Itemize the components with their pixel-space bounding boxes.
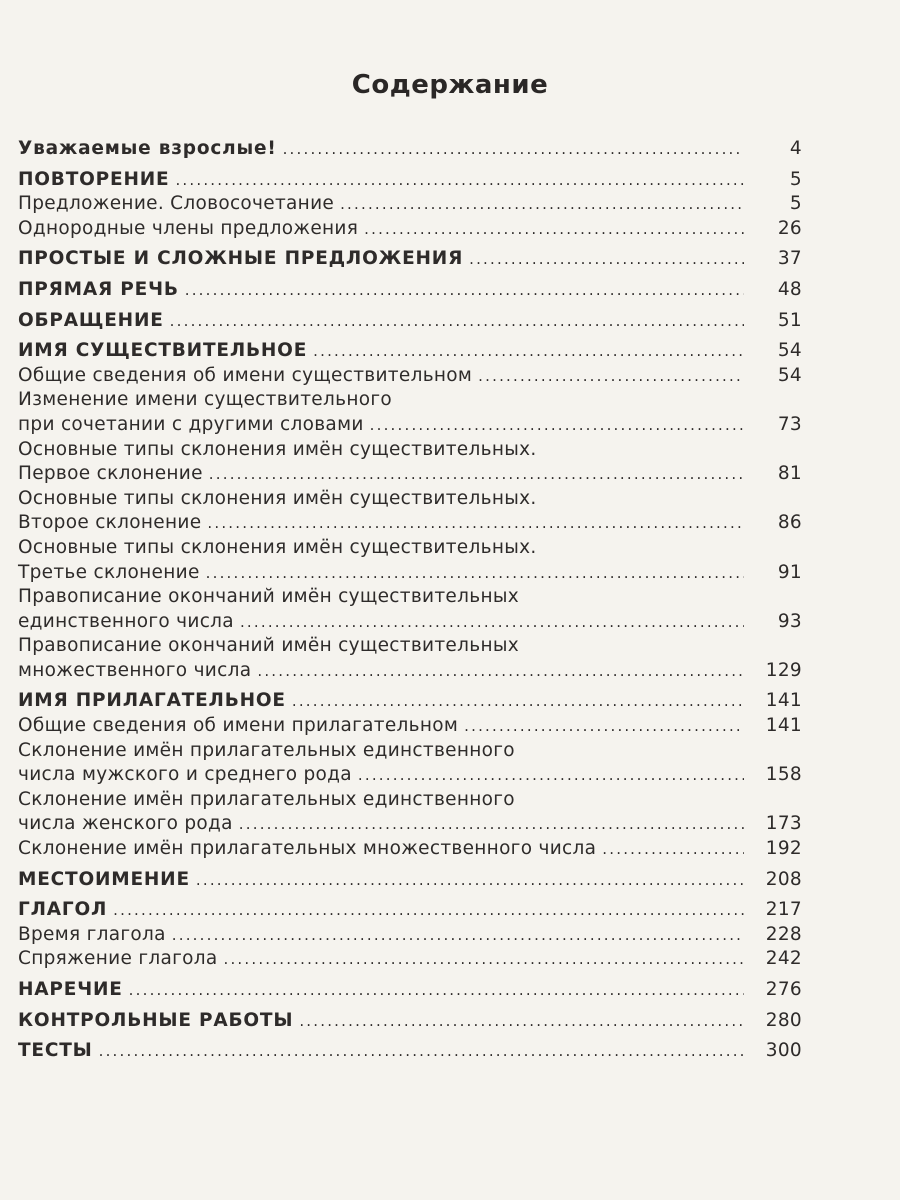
toc-page-number: 280: [765, 1009, 802, 1031]
dot-leader: [478, 364, 744, 389]
toc-entry-title: МЕСТОИМЕНИЕ: [18, 868, 190, 890]
toc-page-number: 141: [765, 715, 802, 737]
toc-subsection[interactable]: [18, 947, 802, 972]
toc-entry-title: Третье склонение: [18, 561, 200, 583]
toc-line: [18, 364, 802, 389]
toc-entry-title: Изменение имени существительного: [18, 389, 392, 411]
toc-entry-title: Общие сведения об имени прилагательном: [18, 715, 459, 737]
toc-section[interactable]: [18, 168, 802, 193]
toc-entry-title: Правописание окончаний имён существительных: [18, 635, 519, 657]
dot-leader: [283, 137, 744, 162]
toc-entry-title: ТЕСТЫ: [18, 1040, 93, 1062]
toc-page-number: 73: [777, 413, 802, 435]
toc-line: [18, 763, 802, 788]
toc-subsection[interactable]: [18, 536, 802, 585]
toc-line: [18, 168, 802, 193]
toc-section[interactable]: [18, 309, 802, 334]
toc-section[interactable]: [18, 978, 802, 1003]
toc-entry-title: единственного числа: [18, 610, 234, 632]
toc-entry-title: Время глагола: [18, 923, 166, 945]
dot-leader: [464, 714, 744, 739]
toc-line: [18, 634, 802, 659]
toc-page-number: 5: [789, 193, 802, 215]
toc-section[interactable]: [18, 868, 802, 893]
toc-line: [18, 978, 802, 1003]
dot-leader: [299, 1009, 744, 1034]
toc-page-number: 26: [777, 217, 802, 239]
dot-leader: [364, 217, 744, 242]
dot-leader: [292, 689, 744, 714]
dot-leader: [129, 978, 744, 1003]
toc-section[interactable]: [18, 339, 802, 364]
dot-leader: [358, 763, 744, 788]
toc-subsection[interactable]: [18, 438, 802, 487]
toc-line: [18, 438, 802, 463]
toc-subsection[interactable]: [18, 487, 802, 536]
toc-line: [18, 923, 802, 948]
dot-leader: [170, 309, 744, 334]
toc-line: [18, 339, 802, 364]
toc-page-number: 91: [777, 561, 802, 583]
dot-leader: [175, 168, 744, 193]
dot-leader: [602, 837, 744, 862]
toc-page-number: 228: [765, 923, 802, 945]
toc-line: [18, 610, 802, 635]
toc-line: [18, 947, 802, 972]
toc-subsection[interactable]: [18, 585, 802, 634]
toc-entry-title: ОБРАЩЕНИЕ: [18, 309, 164, 331]
dot-leader: [469, 247, 744, 272]
dot-leader: [113, 898, 744, 923]
toc-page-number: 4: [789, 138, 802, 159]
toc-subsection[interactable]: [18, 788, 802, 837]
dot-leader: [207, 511, 744, 536]
dot-leader: [313, 339, 744, 364]
toc-line: [18, 812, 802, 837]
toc-entry-title: Первое склонение: [18, 463, 203, 485]
toc-entry-title: Спряжение глагола: [18, 948, 218, 970]
toc-subsection[interactable]: [18, 739, 802, 788]
table-of-contents: [18, 137, 802, 1064]
toc-entry-title: числа мужского и среднего рода: [18, 764, 352, 786]
toc-entry-title: Предложение. Словосочетание: [18, 193, 335, 215]
dot-leader: [209, 462, 744, 487]
toc-line: [18, 585, 802, 610]
toc-section[interactable]: [18, 247, 802, 272]
toc-entry-title: ИМЯ ПРИЛАГАТЕЛЬНОЕ: [18, 690, 286, 712]
toc-line: [18, 247, 802, 272]
toc-page-number: 86: [777, 512, 802, 534]
toc-line: [18, 898, 802, 923]
toc-subsection[interactable]: [18, 364, 802, 389]
toc-entry-title: ПРЯМАЯ РЕЧЬ: [18, 278, 179, 300]
toc-subsection[interactable]: [18, 923, 802, 948]
toc-page-number: 276: [765, 979, 802, 1000]
toc-entry-title: ГЛАГОЛ: [18, 899, 108, 921]
toc-line: [18, 868, 802, 893]
dot-leader: [185, 278, 744, 303]
toc-page-number: 48: [777, 278, 802, 300]
toc-line: [18, 137, 802, 162]
toc-section[interactable]: [18, 1039, 802, 1064]
toc-section[interactable]: [18, 278, 802, 303]
toc-page-number: 93: [777, 610, 802, 632]
toc-page-number: 81: [777, 463, 802, 485]
toc-line: [18, 192, 802, 217]
toc-section[interactable]: [18, 1009, 802, 1034]
toc-page-number: 300: [765, 1040, 802, 1062]
toc-subsection[interactable]: [18, 837, 802, 862]
toc-line: [18, 1009, 802, 1034]
toc-subsection[interactable]: [18, 634, 802, 683]
toc-page-number: 129: [765, 659, 802, 681]
dot-leader: [240, 610, 744, 635]
toc-entry-title: Уважаемые взрослые!: [18, 138, 277, 159]
page-title: Содержание: [351, 70, 549, 100]
toc-line: [18, 659, 802, 684]
toc-subsection[interactable]: [18, 714, 802, 739]
toc-line: [18, 413, 802, 438]
toc-line: [18, 388, 802, 413]
toc-entry-title: КОНТРОЛЬНЫЕ РАБОТЫ: [18, 1009, 294, 1031]
toc-section[interactable]: [18, 137, 802, 162]
toc-line: [18, 536, 802, 561]
toc-page-number: 54: [777, 364, 802, 386]
toc-entry-title: Основные типы склонения имён существительных.: [18, 536, 537, 558]
toc-page-number: 54: [777, 340, 802, 362]
dot-leader: [206, 561, 744, 586]
toc-entry-title: ПОВТОРЕНИЕ: [18, 168, 170, 190]
toc-page-number: 5: [789, 168, 802, 190]
dot-leader: [196, 868, 744, 893]
toc-line: [18, 1039, 802, 1064]
dot-leader: [224, 947, 745, 972]
toc-subsection[interactable]: [18, 388, 802, 437]
dot-leader: [172, 923, 744, 948]
toc-subsection[interactable]: [18, 192, 802, 217]
toc-line: [18, 217, 802, 242]
toc-entry-title: Склонение имён прилагательных множественного числа: [18, 838, 597, 860]
toc-line: [18, 788, 802, 813]
toc-entry-title: Склонение имён прилагательных единственного: [18, 788, 515, 810]
toc-page-number: 173: [765, 813, 802, 835]
toc-page-number: 192: [765, 838, 802, 860]
toc-entry-title: ПРОСТЫЕ И СЛОЖНЫЕ ПРЕДЛОЖЕНИЯ: [18, 248, 464, 270]
dot-leader: [340, 192, 744, 217]
toc-entry-title: Однородные члены предложения: [18, 217, 359, 239]
toc-line: [18, 689, 802, 714]
dot-leader: [370, 413, 744, 438]
toc-page-number: 208: [765, 868, 802, 890]
toc-entry-title: при сочетании с другими словами: [18, 413, 364, 435]
dot-leader: [239, 812, 744, 837]
dot-leader: [257, 659, 744, 684]
toc-entry-title: Правописание окончаний имён существительных: [18, 586, 519, 608]
toc-entry-title: множественного числа: [18, 659, 252, 681]
toc-entry-title: числа женского рода: [18, 813, 233, 835]
toc-entry-title: Основные типы склонения имён существительных.: [18, 438, 537, 460]
toc-line: [18, 561, 802, 586]
toc-entry-title: НАРЕЧИЕ: [18, 979, 123, 1000]
toc-entry-title: ИМЯ СУЩЕСТВИТЕЛЬНОЕ: [18, 340, 308, 362]
toc-line: [18, 714, 802, 739]
toc-page-number: 217: [765, 899, 802, 921]
toc-page-number: 37: [777, 248, 802, 270]
toc-entry-title: Второе склонение: [18, 512, 202, 534]
toc-section[interactable]: [18, 689, 802, 714]
toc-line: [18, 837, 802, 862]
toc-line: [18, 278, 802, 303]
toc-entry-title: Склонение имён прилагательных единственного: [18, 739, 515, 761]
toc-entry-title: Общие сведения об имени существительном: [18, 364, 473, 386]
toc-entry-title: Основные типы склонения имён существительных.: [18, 487, 537, 509]
toc-line: [18, 462, 802, 487]
toc-page-number: 51: [777, 309, 802, 331]
toc-page-number: 158: [765, 764, 802, 786]
toc-page-number: 141: [765, 690, 802, 712]
toc-line: [18, 309, 802, 334]
toc-line: [18, 511, 802, 536]
toc-line: [18, 739, 802, 764]
dot-leader: [99, 1039, 744, 1064]
toc-line: [18, 487, 802, 512]
toc-section[interactable]: [18, 898, 802, 923]
toc-subsection[interactable]: [18, 217, 802, 242]
toc-page-number: 242: [765, 948, 802, 970]
